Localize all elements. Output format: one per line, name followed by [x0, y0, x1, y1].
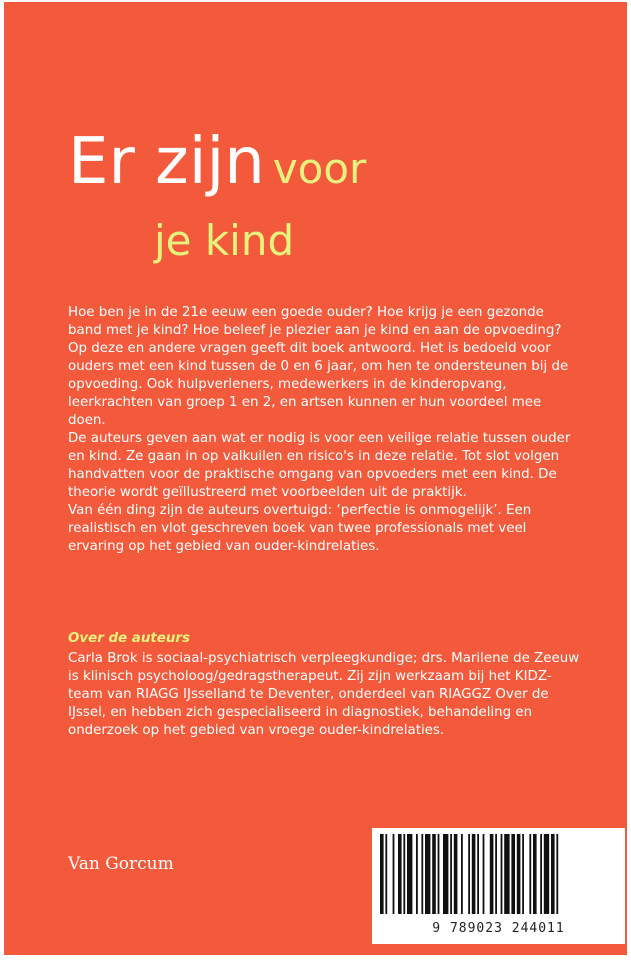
blurb-paragraph: De auteurs geven aan wat er nodig is voor een veilige relatie tussen ouder en kind. Ze gaan in op valkuilen en risico's in deze relatie. Tot slot volgen handvatten voor de praktische omgang van opvoeders met een kind. De theorie wordt geïllustreerd met voorbeelden uit de praktijk. — [68, 431, 571, 500]
title-main: Er zijn — [68, 125, 265, 199]
title-line-1 — [68, 125, 367, 199]
blurb-paragraph: Van één ding zijn de auteurs overtuigd: ‘perfectie is onmogelijk’. Een realistisch en vlot geschreven boek van twee professionals met veel ervaring op het gebied van ouder-kindrelaties. — [68, 503, 532, 554]
blurb-paragraph: Op deze en andere vragen geeft dit boek antwoord. Het is bedoeld voor ouders met een kind tussen de 0 en 6 jaar, om hen te ondersteunen bij de opvoeding. Ook hulpverleners, medewerkers in de kinderopvang, leerkrachten van groep 1 en 2, en artsen kunnen er hun voordeel mee doen. — [68, 341, 569, 428]
title-line-2: je kind — [154, 216, 295, 265]
isbn-number: 9 789023 244011 — [432, 921, 565, 936]
barcode — [372, 828, 625, 944]
authors-heading: Over de auteurs — [68, 631, 190, 646]
barcode-bars — [380, 834, 617, 914]
blurb — [68, 304, 578, 556]
book-back-cover — [4, 2, 627, 955]
title-accent: voor — [272, 144, 367, 193]
publisher-logo: Van Gorcum — [68, 854, 174, 874]
blurb-paragraph: Hoe ben je in de 21e eeuw een goede ouder? Hoe krijg je een gezonde band met je kind? Hoe beleef je plezier aan je kind en aan de opvoeding? — [68, 305, 562, 338]
authors-text: Carla Brok is sociaal-psychiatrisch verpleegkundige; drs. Marilene de Zeeuw is klinisch psycholoog/gedragstherapeut. Zij zijn werkzaam bij het KIDZ-team van RIAGG IJsselland te Deventer, onderdeel van RIAGGZ Over de IJssel, en hebben zich gespecialiseerd in diagnostiek, behandeling en onderzoek op het gebied van vroege ouder-kindrelaties. — [68, 651, 580, 738]
